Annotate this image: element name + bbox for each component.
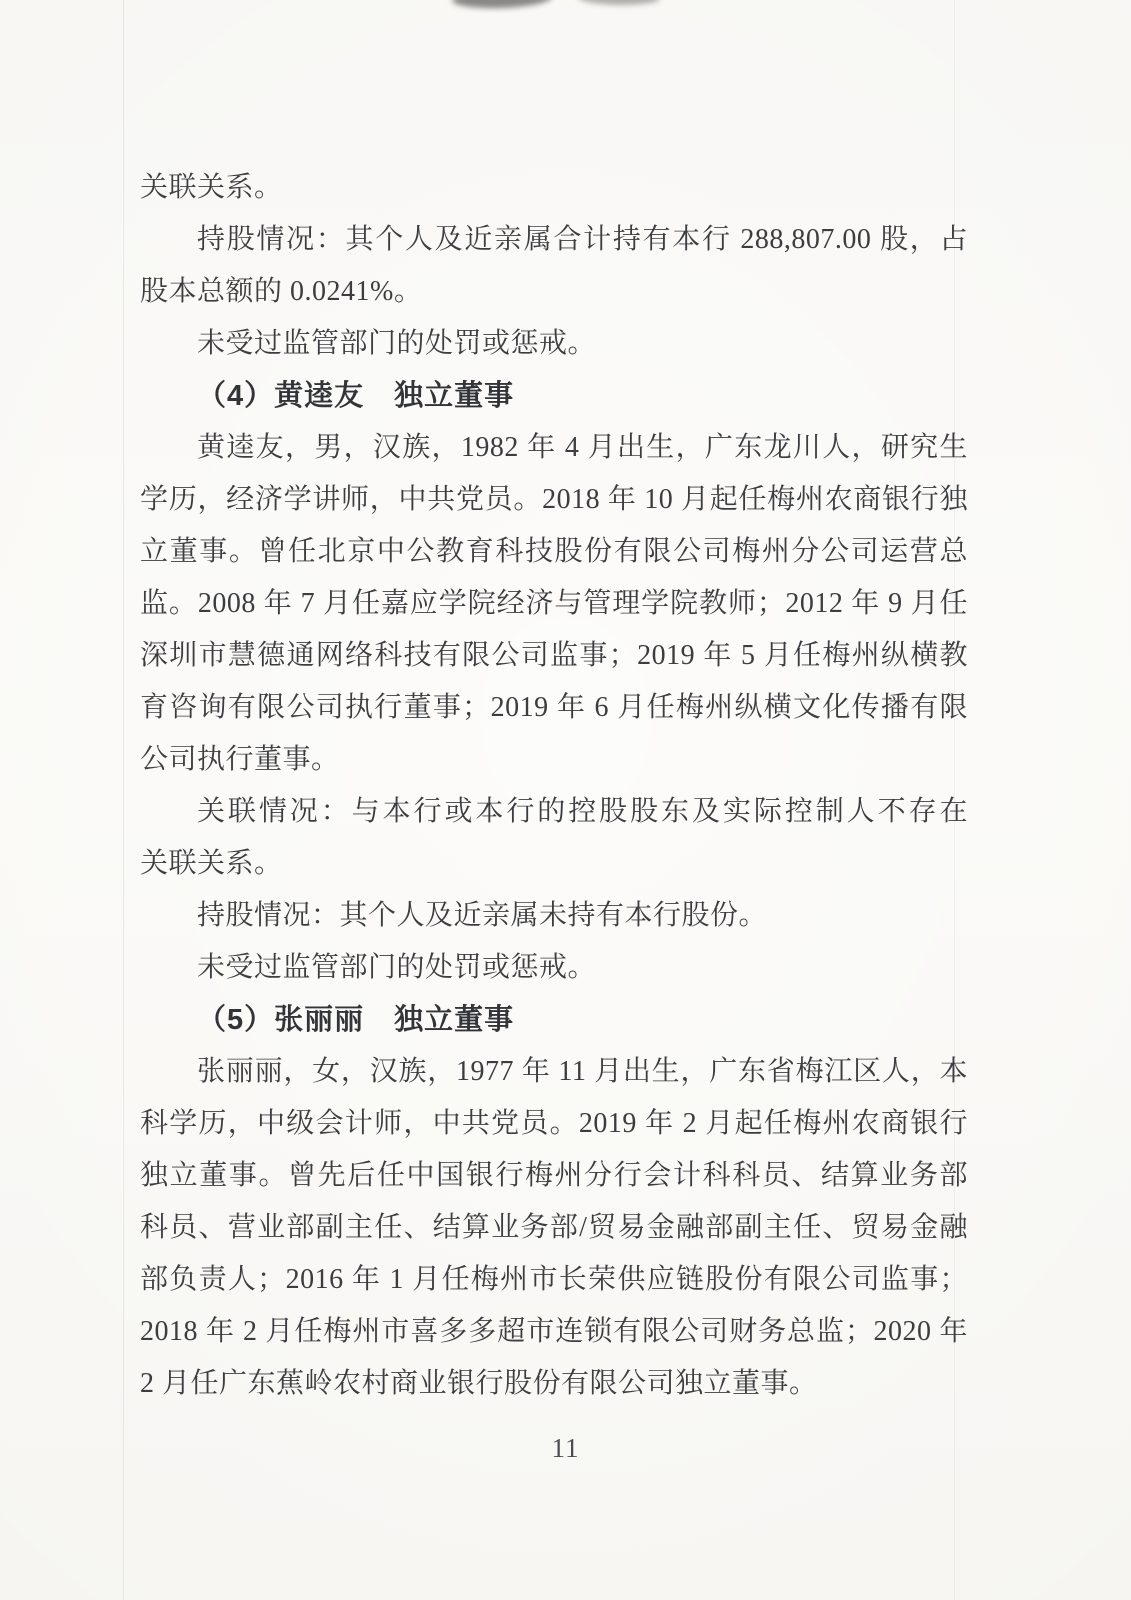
scan-smudge-artifact	[452, 0, 553, 10]
text-line: 关联关系。	[140, 848, 283, 879]
page-number: 11	[551, 1433, 580, 1463]
text-line: 学历，经济学讲师，中共党员。2018 年 10 月起任梅州农商银行独	[140, 484, 968, 515]
text-line: 张丽丽，女，汉族，1977 年 11 月出生，广东省梅江区人，本	[197, 1056, 968, 1087]
text-line: 监。2008 年 7 月任嘉应学院经济与管理学院教师；2012 年 9 月任	[140, 588, 968, 619]
text-line: 黄逵友，男，汉族，1982 年 4 月出生，广东龙川人，研究生	[197, 432, 968, 463]
text-line: 立董事。曾任北京中公教育科技股份有限公司梅州分公司运营总	[140, 536, 968, 567]
text-line: 2 月任广东蕉岭农村商业银行股份有限公司独立董事。	[140, 1368, 818, 1399]
text-line: 未受过监管部门的处罚或惩戒。	[197, 328, 597, 359]
text-line: 科员、营业部副主任、结算业务部/贸易金融部副主任、贸易金融	[140, 1212, 968, 1243]
text-line: 独立董事。曾先后任中国银行梅州分行会计科科员、结算业务部	[140, 1160, 968, 1191]
text-line: 2018 年 2 月任梅州市喜多多超市连锁有限公司财务总监；2020 年	[140, 1316, 968, 1347]
text-line: 持股情况：其个人及近亲属合计持有本行 288,807.00 股，占	[197, 224, 968, 255]
text-line: 公司执行董事。	[140, 744, 340, 775]
text-line: 科学历，中级会计师，中共党员。2019 年 2 月起任梅州农商银行	[140, 1108, 968, 1139]
text-line: 深圳市慧德通网络科技有限公司监事；2019 年 5 月任梅州纵横教	[140, 640, 968, 671]
scan-streak-left	[123, 0, 124, 1600]
text-line: 部负责人；2016 年 1 月任梅州市长荣供应链股份有限公司监事；	[140, 1264, 968, 1295]
document-body	[140, 162, 968, 1410]
text-line: 关联情况：与本行或本行的控股股东及实际控制人不存在	[197, 796, 968, 827]
text-line: 关联关系。	[140, 172, 283, 203]
section-heading: （5）张丽丽 独立董事	[197, 1004, 515, 1036]
text-line: 未受过监管部门的处罚或惩戒。	[197, 952, 597, 983]
section-heading: （4）黄逵友 独立董事	[197, 380, 515, 412]
text-line: 育咨询有限公司执行董事；2019 年 6 月任梅州纵横文化传播有限	[140, 692, 968, 723]
text-line: 持股情况：其个人及近亲属未持有本行股份。	[197, 900, 768, 931]
text-line: 股本总额的 0.0241%。	[140, 276, 423, 307]
scan-smudge-artifact	[578, 0, 660, 6]
